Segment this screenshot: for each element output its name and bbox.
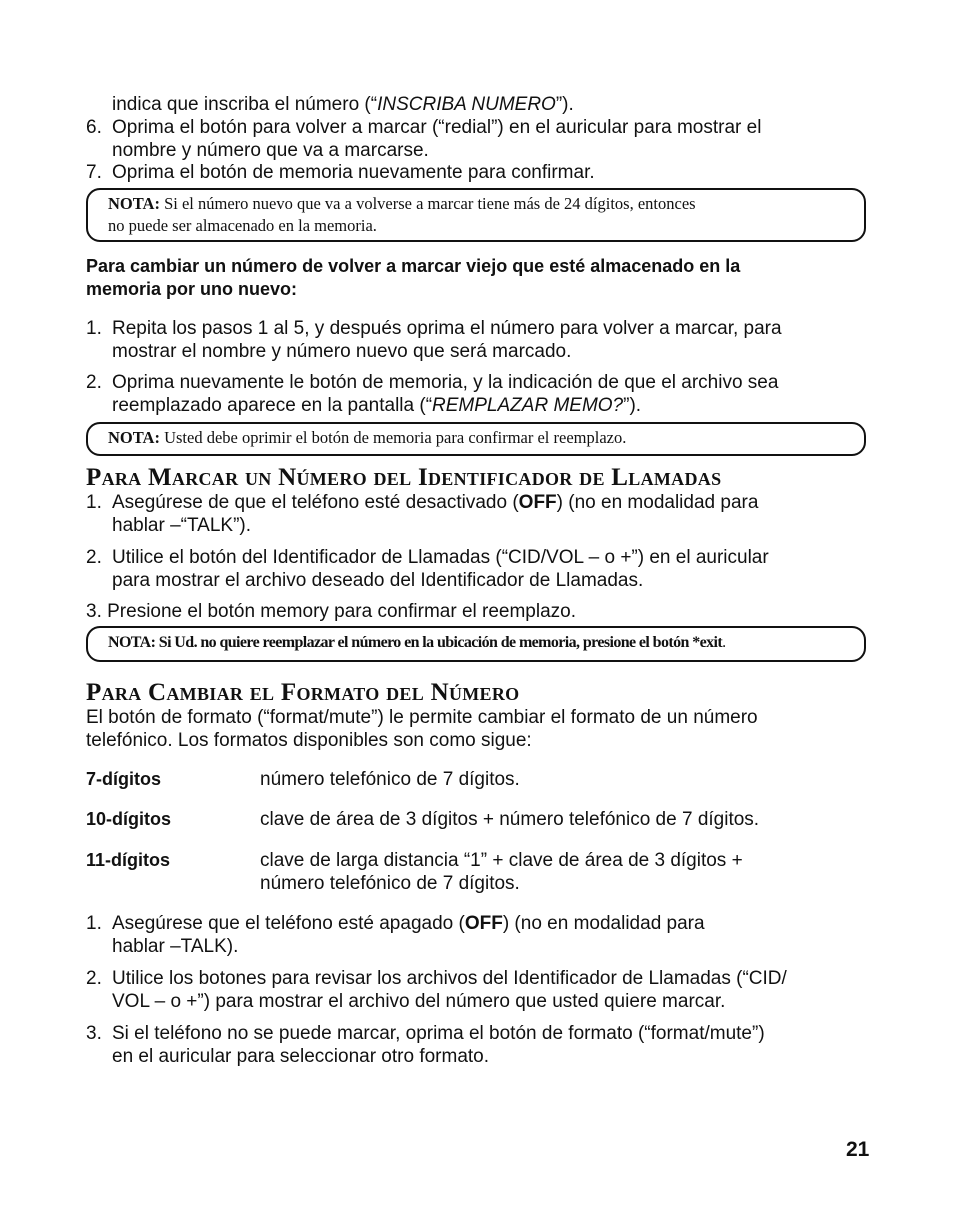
display-message: INSCRIBA NUMERO: [377, 94, 556, 115]
replace-step-1-line-1: Repita los pasos 1 al 5, y después oprima el número para volver a marcar, para: [112, 318, 782, 339]
note-box: [86, 626, 866, 662]
subheading-line-1: Para cambiar un número de volver a marcar viejo que esté almacenado en la: [86, 256, 741, 276]
note-period: .: [722, 634, 726, 651]
note-line: no puede ser almacenado en la memoria.: [108, 216, 377, 235]
text-fragment: ”).: [555, 94, 574, 115]
step-6-line-1: Oprima el botón para volver a marcar (“redial”) en el auricular para mostrar el: [112, 117, 762, 138]
note-line: [108, 427, 844, 449]
section-heading: Para Cambiar el Formato del Número: [86, 679, 520, 706]
step-number: 7.: [86, 162, 102, 183]
continued-step-line: [112, 93, 574, 116]
cid-step-2-line-2: para mostrar el archivo deseado del Identificador de Llamadas.: [112, 570, 644, 591]
display-message: REMPLAZAR MEMO?: [432, 395, 624, 416]
cid-step-1-line-1: [112, 491, 758, 514]
text-fragment: ) (no en modalidad para: [502, 913, 705, 934]
cid-step-1-line-2: hablar –“TALK”).: [112, 515, 252, 536]
off-label: OFF: [464, 913, 503, 934]
format-step-3-line-1: Si el teléfono no se puede marcar, oprima el botón de formato (“format/mute”): [112, 1023, 765, 1044]
format-definition-line-2: número telefónico de 7 dígitos.: [260, 873, 520, 894]
cid-step-2-line-1: Utilice el botón del Identificador de Llamadas (“CID/VOL – o +”) en el auricular: [112, 547, 769, 568]
note-label: NOTA:: [108, 194, 160, 213]
format-term: 11-dígitos: [86, 850, 171, 870]
step-7-line-1: Oprima el botón de memoria nuevamente para confirmar.: [112, 162, 595, 183]
text-fragment: ) (no en modalidad para: [556, 492, 759, 513]
step-number: 1.: [86, 318, 102, 339]
note-box: [86, 188, 866, 242]
step-number: 1.: [86, 492, 102, 513]
text-fragment: indica que inscriba el número (“: [112, 94, 378, 115]
step-number: 6.: [86, 117, 102, 138]
text-fragment: Asegúrese que el teléfono esté apagado (: [112, 913, 465, 934]
note-line: [108, 193, 844, 215]
replace-step-2-line-2: [112, 394, 641, 417]
replace-step-1-line-2: mostrar el nombre y número nuevo que será marcado.: [112, 341, 572, 362]
step-6-line-2: nombre y número que va a marcarse.: [112, 140, 429, 161]
note-box: [86, 422, 866, 456]
format-intro-line-2: telefónico. Los formatos disponibles son como sigue:: [86, 730, 532, 751]
format-step-3-line-2: en el auricular para seleccionar otro formato.: [112, 1046, 490, 1067]
format-step-1-line-1: [112, 912, 705, 935]
note-text: Usted debe oprimir el botón de memoria para confirmar el reemplazo.: [159, 428, 627, 447]
text-fragment: ”).: [623, 395, 642, 416]
subheading-line-2: memoria por uno nuevo:: [86, 279, 298, 299]
section-heading: Para Marcar un Número del Identificador de Llamadas: [86, 464, 722, 491]
format-term: 7-dígitos: [86, 769, 161, 789]
step-number: 3.: [86, 1023, 102, 1044]
format-definition: número telefónico de 7 dígitos.: [260, 769, 520, 790]
note-text: NOTA: Si Ud. no quiere reemplazar el número en la ubicación de memoria, presione el botón *exit: [108, 634, 723, 651]
text-fragment: Asegúrese de que el teléfono esté desactivado (: [112, 492, 519, 513]
step-number: 2.: [86, 372, 102, 393]
format-intro-line-1: El botón de formato (“format/mute”) le permite cambiar el formato de un número: [86, 707, 758, 728]
step-number: 2.: [86, 547, 102, 568]
format-step-2-line-2: VOL – o +”) para mostrar el archivo del número que usted quiere marcar.: [112, 991, 726, 1012]
note-label: NOTA:: [108, 428, 160, 447]
format-definition: clave de área de 3 dígitos + número telefónico de 7 dígitos.: [260, 809, 760, 830]
off-label: OFF: [518, 492, 557, 513]
format-term: 10-dígitos: [86, 809, 172, 829]
page-number: 21: [846, 1138, 870, 1161]
cid-step-3: 3. Presione el botón memory para confirmar el reemplazo.: [86, 601, 577, 622]
text-fragment: reemplazado aparece en la pantalla (“: [112, 395, 433, 416]
step-number: 1.: [86, 913, 102, 934]
note-text: Si el número nuevo que va a volverse a marcar tiene más de 24 dígitos, entonces: [159, 194, 696, 213]
format-definition: clave de larga distancia “1” + clave de área de 3 dígitos +: [260, 850, 743, 871]
format-step-2-line-1: Utilice los botones para revisar los archivos del Identificador de Llamadas (“CID/: [112, 968, 787, 989]
note-line: [108, 632, 844, 654]
step-number: 2.: [86, 968, 102, 989]
replace-step-2-line-1: Oprima nuevamente le botón de memoria, y la indicación de que el archivo sea: [112, 372, 779, 393]
format-step-1-line-2: hablar –TALK).: [112, 936, 239, 957]
